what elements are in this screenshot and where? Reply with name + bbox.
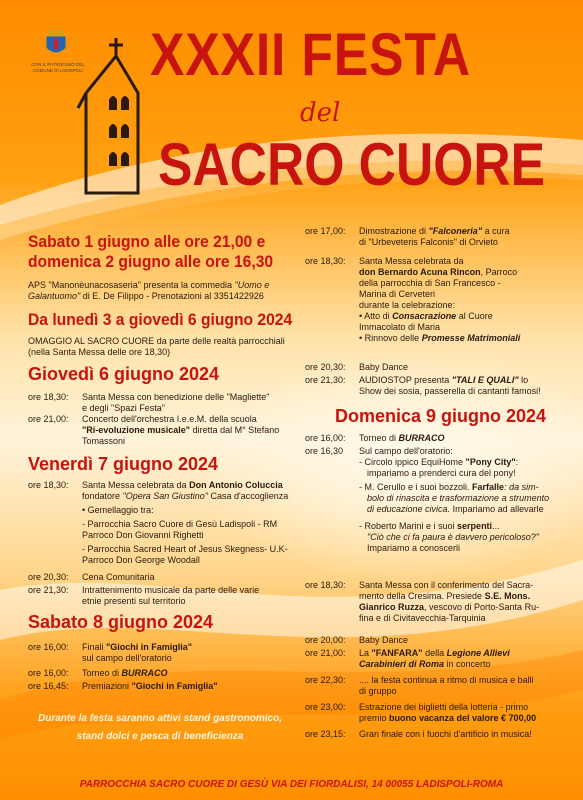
church-outline-icon <box>76 38 156 198</box>
crest-caption-line: COMUNE DI LADISPOLI <box>32 68 84 73</box>
crest-caption-line: CON IL PATROCINIO DEL <box>31 62 85 67</box>
schedule-row: ore 18,30: Santa Messa con il conferimento del Sacra- mento della Cresima. Presiede S.E. Mons. Gianrico Ruzza, vescovo di Porto-Santa Ru- fina e di Civitavecchia-Tarquinia <box>305 580 540 623</box>
section-heading: Giovedì 6 giugno 2024 <box>28 364 220 384</box>
schedule-row: ore 16,00: Torneo di BURRACO <box>305 433 445 443</box>
schedule-row: ore 23,15: Gran finale con i fuochi d'artificio in musica! <box>305 729 532 739</box>
event-text: OMAGGIO AL SACRO CUORE da parte delle realtà parrocchiali (nella Santa Messa delle ore 18,30) <box>28 336 285 357</box>
section-heading: Venerdì 7 giugno 2024 <box>28 454 219 474</box>
festival-note: Durante la festa saranno attivi stand gastronomico, stand dolci e pesca di beneficienza <box>38 713 282 742</box>
section-heading: Domenica 9 giugno 2024 <box>335 406 547 426</box>
title-line-2: SACRO CUORE <box>158 131 546 198</box>
date-heading: Sabato 1 giugno alle ore 21,00 e <box>28 232 266 251</box>
schedule-row: ore 20,30: Cena Comunitaria <box>28 572 155 582</box>
schedule-row: ore 21,00: Concerto dell'orchestra I.e.e.M. della scuola "Ri-evoluzione musicale" diretta dal M° Stefano Tomassoni <box>28 414 280 446</box>
date-heading: domenica 2 giugno alle ore 16,30 <box>28 252 274 271</box>
municipal-crest-icon <box>44 30 68 58</box>
schedule-row: ore 21,30: Intrattenimento musicale da parte delle varie etnie presenti sul territorio <box>28 585 260 606</box>
schedule-row: ore 21,00: La "FANFARA" della Legione Allievi Carabinieri di Roma in concerto <box>305 648 510 669</box>
parish-address-footer: PARROCCHIA SACRO CUORE DI GESÙ VIA DEI FIORDALISI, 14 00055 LADISPOLI-ROMA <box>79 779 504 790</box>
title-del: del <box>300 98 341 128</box>
event-text: APS "Manonèunacosaseria" presenta la commedia "Uomo e Galantuomo" di E. De Filippo - Prenotazioni al 3351422926 <box>28 280 270 301</box>
schedule-row: ore 16,00: Torneo di BURRACO <box>28 668 168 678</box>
schedule-row: ore 23,00: Estrazione dei biglietti della lotteria - primo premio buono vacanza del valore € 700,00 <box>305 702 537 723</box>
schedule-row: ore 16,30 Sul campo dell'oratorio: - Circolo ippico EquiHome "Pony City": impariamo a prenderci cura del pony! - M. Cerullo e i suoi bozzoli. Farfalle: da sim- bolo di rinascita e trasformazione a strumento di educazione civica. Impariamo ad allevarle - Roberto Marini e i suoi serpenti... "Ciò che ci fa paura è davvero pericoloso?" Impariamo a conoscerli <box>305 446 550 553</box>
section-heading: Sabato 8 giugno 2024 <box>28 612 214 632</box>
date-heading: Da lunedì 3 a giovedì 6 giugno 2024 <box>28 310 293 329</box>
schedule-row: ore 18,30: Santa Messa celebrata da don Bernardo Acuna Rincon, Parroco della parrocchia di San Francesco - Marina di Cerveteri durante la celebrazione: • Atto di Consacrazione al Cuore Immacolato di Maria • Rinnovo delle Promesse Matrimoniali <box>305 256 521 343</box>
title-line-1: XXXII FESTA <box>150 21 472 88</box>
schedule-row: ore 22,30: .... la festa continua a ritmo di musica e balli di gruppo <box>305 675 534 696</box>
schedule-row: ore 21,30: AUDIOSTOP presenta "TALI E QUALI" lo Show dei sosia, passerella di cantanti famosi! <box>305 375 541 396</box>
schedule-row: ore 18,30: Santa Messa con benedizione delle "Magliette" e degli "Spazi Festa" <box>28 392 270 413</box>
schedule-row: ore 20,30: Baby Dance <box>305 362 409 372</box>
schedule-row: ore 20,00: Baby Dance <box>305 635 409 645</box>
schedule-row: ore 16,00: Finali "Giochi in Famiglia" sul campo dell'oratorio <box>28 642 193 663</box>
schedule-row: ore 17,00: Dimostrazione di "Falconeria" a cura di "Urbeveteris Falconis" di Orvieto <box>305 226 510 247</box>
schedule-row: ore 16,45: Premiazioni "Giochi in Famiglia" <box>28 681 218 691</box>
schedule-row: ore 18,30: Santa Messa celebrata da Don Antonio Coluccia fondatore "Opera San Giustino" Casa d'accoglienza • Gemellaggio tra: - Parrocchia Sacro Cuore di Gesù Ladispoli - RM Parroco Don Giovanni Righetti - Parrocchia Sacred Heart of Jesus Skegness- U.K- Parroco Don George Woodall <box>28 480 289 565</box>
